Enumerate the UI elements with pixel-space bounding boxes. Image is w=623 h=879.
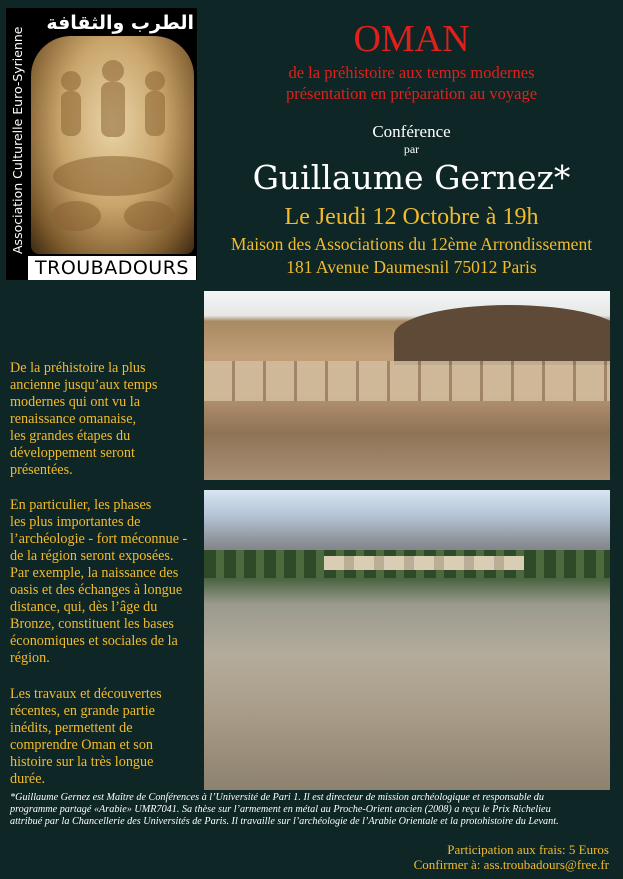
photo-hill (394, 305, 610, 365)
page-title: OMAN (353, 18, 470, 60)
text-line: économiques et sociales de la (10, 633, 178, 649)
paragraph-intro (10, 360, 157, 479)
excavation-photo-walls (204, 291, 610, 480)
text-line: Par exemple, la naissance des (10, 565, 179, 581)
par-label: par (403, 142, 420, 156)
logo-arabic-text: الطرب والثقافة (46, 12, 194, 34)
text-line: inédits, permettent de (10, 720, 133, 736)
conference-label: Conférence (372, 122, 451, 141)
text-line: région. (10, 650, 50, 666)
logo-vertical-text: Association Culturelle Euro-Syrienne (10, 26, 25, 254)
photo-stone-walls (204, 361, 610, 401)
troubadours-logo (6, 8, 197, 280)
photo-village (324, 556, 524, 570)
excavation-photo-oasis (204, 490, 610, 790)
text-line: l’archéologie - fort méconnue - (10, 531, 188, 547)
venue-name: Maison des Associations du 12ème Arrondissement (230, 234, 593, 254)
text-line: Les travaux et découvertes (10, 686, 162, 702)
text-line: les plus importantes de (10, 514, 141, 530)
ivory-carving-image (31, 36, 194, 254)
text-line: ancienne jusqu’aux temps (10, 377, 158, 393)
carving-figures (31, 36, 194, 254)
footnote-line: programme partagé «Arabie» UMR7041. Sa thèse sur l’armement en métal au Proche-Orient ancien (2008) a reçu le Prix Richelieu (10, 804, 551, 816)
confirm-email[interactable]: Confirmer à: ass.troubadours@free.fr (413, 857, 609, 872)
text-line: développement seront (10, 445, 135, 461)
text-line: renaissance omanaise, (10, 411, 137, 427)
text-line: comprendre Oman et son (10, 737, 154, 753)
venue-address: 181 Avenue Daumesnil 75012 Paris (286, 257, 537, 277)
subtitle-line-2: présentation en préparation au voyage (285, 84, 538, 103)
paragraph-archaeology (10, 497, 187, 667)
paragraph-recent-work (10, 686, 162, 788)
speaker-name: Guillaume Gernez* (252, 158, 571, 197)
text-line: les grandes étapes du (10, 428, 131, 444)
subtitle-line-1: de la préhistoire aux temps modernes (288, 63, 535, 82)
text-line: En particulier, les phases (10, 497, 152, 513)
logo-brand-name: TROUBADOURS (28, 256, 196, 280)
footnote-line: *Guillaume Gernez est Maître de Conférences à l’Université de Pari 1. Il est directeur de mission archéologique et responsable du (10, 792, 544, 803)
text-line: De la préhistoire la plus (10, 360, 146, 376)
text-line: modernes qui ont vu la (10, 394, 141, 410)
text-line: oasis et des échanges à longue (10, 582, 183, 598)
text-line: distance, qui, dès l’âge du (10, 599, 158, 615)
footnote-line: attribué par la Chancellerie des Universités de Paris. Il travaille sur l’archéologie de l’Arabie Orientale et la protohistoire du Levant. (10, 816, 559, 828)
text-line: récentes, en grande partie (10, 703, 155, 719)
event-date: Le Jeudi 12 Octobre à 19h (284, 204, 539, 230)
speaker-footnote (10, 792, 612, 829)
logo-vertical-text-wrap (8, 16, 28, 254)
text-line: histoire sur la très longue (10, 754, 154, 770)
text-line: présentées. (10, 462, 73, 478)
text-line: de la région seront exposées. (10, 548, 174, 564)
text-line: Bronze, constituent les bases (10, 616, 174, 632)
participation-fee: Participation aux frais: 5 Euros (447, 842, 609, 857)
text-line: durée. (10, 771, 46, 787)
